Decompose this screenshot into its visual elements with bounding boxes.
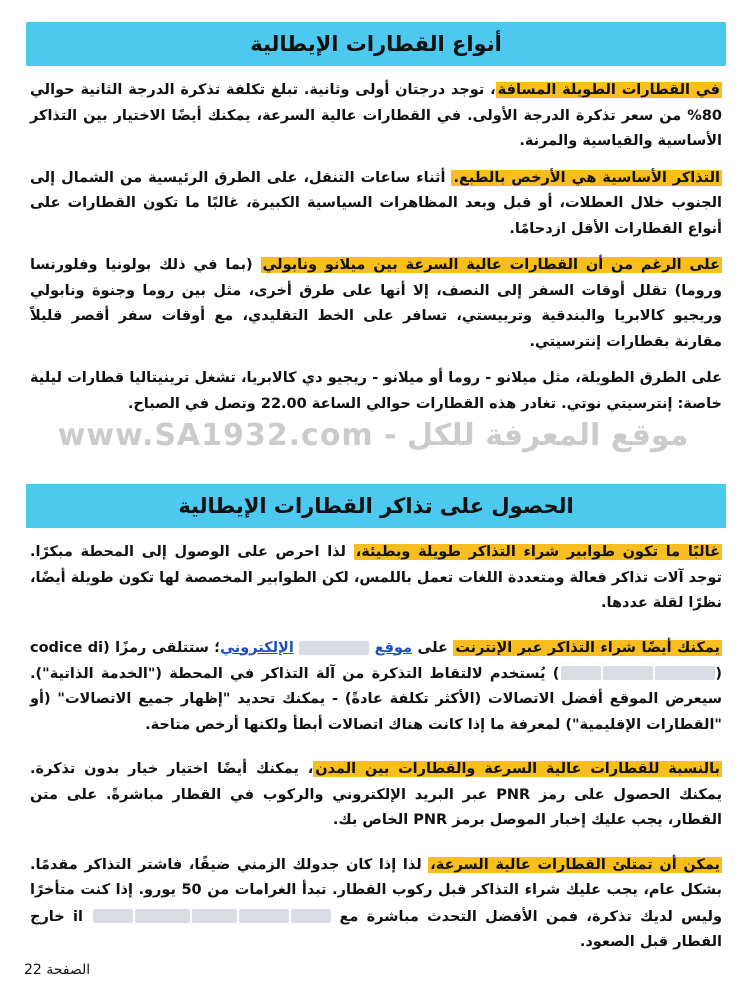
highlight: على الرغم من أن القطارات عالية السرعة بين ميلانو ونابولي [262, 257, 720, 273]
highlight: بالنسبة للقطارات عالية السرعة والقطارات بين المدن [315, 761, 720, 778]
website-link[interactable]: موقع [374, 639, 413, 656]
section-heading-train-types: أنواع القطارات الإيطالية [26, 22, 726, 66]
paragraph-ticketless: بالنسبة للقطارات عالية السرعة والقطارات بين المدن، يمكنك أيضًا اختيار خيار بدون تذكرة. يمكنك الحصول على رمز PNR عبر البريد الإلكتروني والركوب في القطار مباشرةً. على متن القطار، يجب عليك إخبار الموصل برمز PNR الخاص بك. [30, 761, 723, 829]
highlight: التذاكر الأساسية هي الأرخص بالطبع. [453, 169, 720, 186]
website-link-2[interactable]: الإلكتروني [220, 639, 294, 656]
page-number: الصفحة 22 [24, 962, 91, 978]
spacer [26, 845, 726, 853]
highlight: في القطارات الطويلة المسافة [497, 82, 721, 98]
redacted-text [559, 661, 715, 687]
highlight: يمكنك أيضًا شراء التذاكر عبر الإنترنت [455, 639, 720, 656]
highlight: غالبًا ما تكون طوابير شراء التذاكر طويلة وبطيئة، [355, 544, 720, 560]
section-heading-tickets: الحصول على تذاكر القطارات الإيطالية [26, 484, 726, 528]
document-page [26, 22, 726, 967]
paragraph-fines: يمكن أن تمتلئ القطارات عالية السرعة، لذا إذا كان جدولك الزمني ضيقًا، فاشتر التذاكر مقدمًا. بشكل عام، يجب عليك شراء التذاكر قبل ركوب القطار. تبدأ الغرامات من 50 يورو. إذا كنت متأخرًا وليس لديك تذكرة، فمن الأفضل التحدث مباشرة مع il خارج القطار قبل الصعود. [30, 856, 722, 950]
paragraph-night-trains: على الطرق الطويلة، مثل ميلانو - روما أو ميلانو - ريجيو دي كالابريا، تشغل ترينيتاليا قطارات ليلية خاصة: إنترسيتي نوتي. تغادر هذه القطارات حوالي الساعة 22.00 وتصل في الصباح. [30, 370, 722, 412]
redacted-text [91, 904, 331, 930]
paragraph-long-distance: في القطارات الطويلة المسافة، توجد درجتان أولى وثانية. تبلغ تكلفة تذكرة الدرجة الثانية حوالي 80% من سعر تذكرة الدرجة الأولى. في القطارات عالية السرعة، يمكنك أيضًا الاختيار بين التذاكر الأساسية والقياسية والمرنة. [30, 82, 722, 149]
spacer [26, 749, 726, 757]
redacted-text [299, 641, 369, 655]
paragraph-high-speed: على الرغم من أن القطارات عالية السرعة بين ميلانو ونابولي (بما في ذلك بولونيا وفلورنسا وروما) تقلل أوقات السفر إلى النصف، إلا أنها على طرق أخرى، مثل بين روما وجنوة ونابولي وريجيو كالابريا والبندقية وترييستي، تسافر على الخط التقليدي، مع أوقات سفر أقصر قليلاً مقارنة بقطارات إنترسيتي. [30, 257, 722, 350]
paragraph-basic-tickets: التذاكر الأساسية هي الأرخص بالطبع. أثناء ساعات التنقل، على الطرق الرئيسية من الشمال إلى الجنوب خلال العطلات، أو قبل وبعد المظاهرات السياسية الكبيرة، غالبًا ما تكون القطارات على أنواع القطارات الأقل ازدحامًا. [30, 169, 722, 237]
highlight: يمكن أن تمتلئ القطارات عالية السرعة، [430, 856, 720, 873]
watermark: موقع المعرفة للكل - www.SA1932.com [57, 418, 689, 453]
spacer [26, 628, 726, 636]
paragraph-online-purchase: يمكنك أيضًا شراء التذاكر عبر الإنترنت على موقع الإلكتروني؛ ستتلقى رمزًا (codice di () يُستخدم لالتقاط التذكرة من آلة التذاكر في المحطة ("الخدمة الذاتية"). سيعرض الموقع أفضل الاتصالات (الأكثر تكلفة عادةً) - يمكنك تحديد "إظهار جميع الاتصالات" (أو "القطارات الإقليمية") لمعرفة ما إذا كانت هناك اتصالات أبطأ ولكنها أرخص متاحة. [30, 639, 722, 733]
paragraph-queues: غالبًا ما تكون طوابير شراء التذاكر طويلة وبطيئة، لذا احرص على الوصول إلى المحطة مبكرًا. توجد آلات تذاكر فعالة ومتعددة اللغات تعمل باللمس، لكن الطوابير المخصصة لها تكون طويلة أيضًا، نظرًا لقلة عددها. [30, 544, 722, 611]
